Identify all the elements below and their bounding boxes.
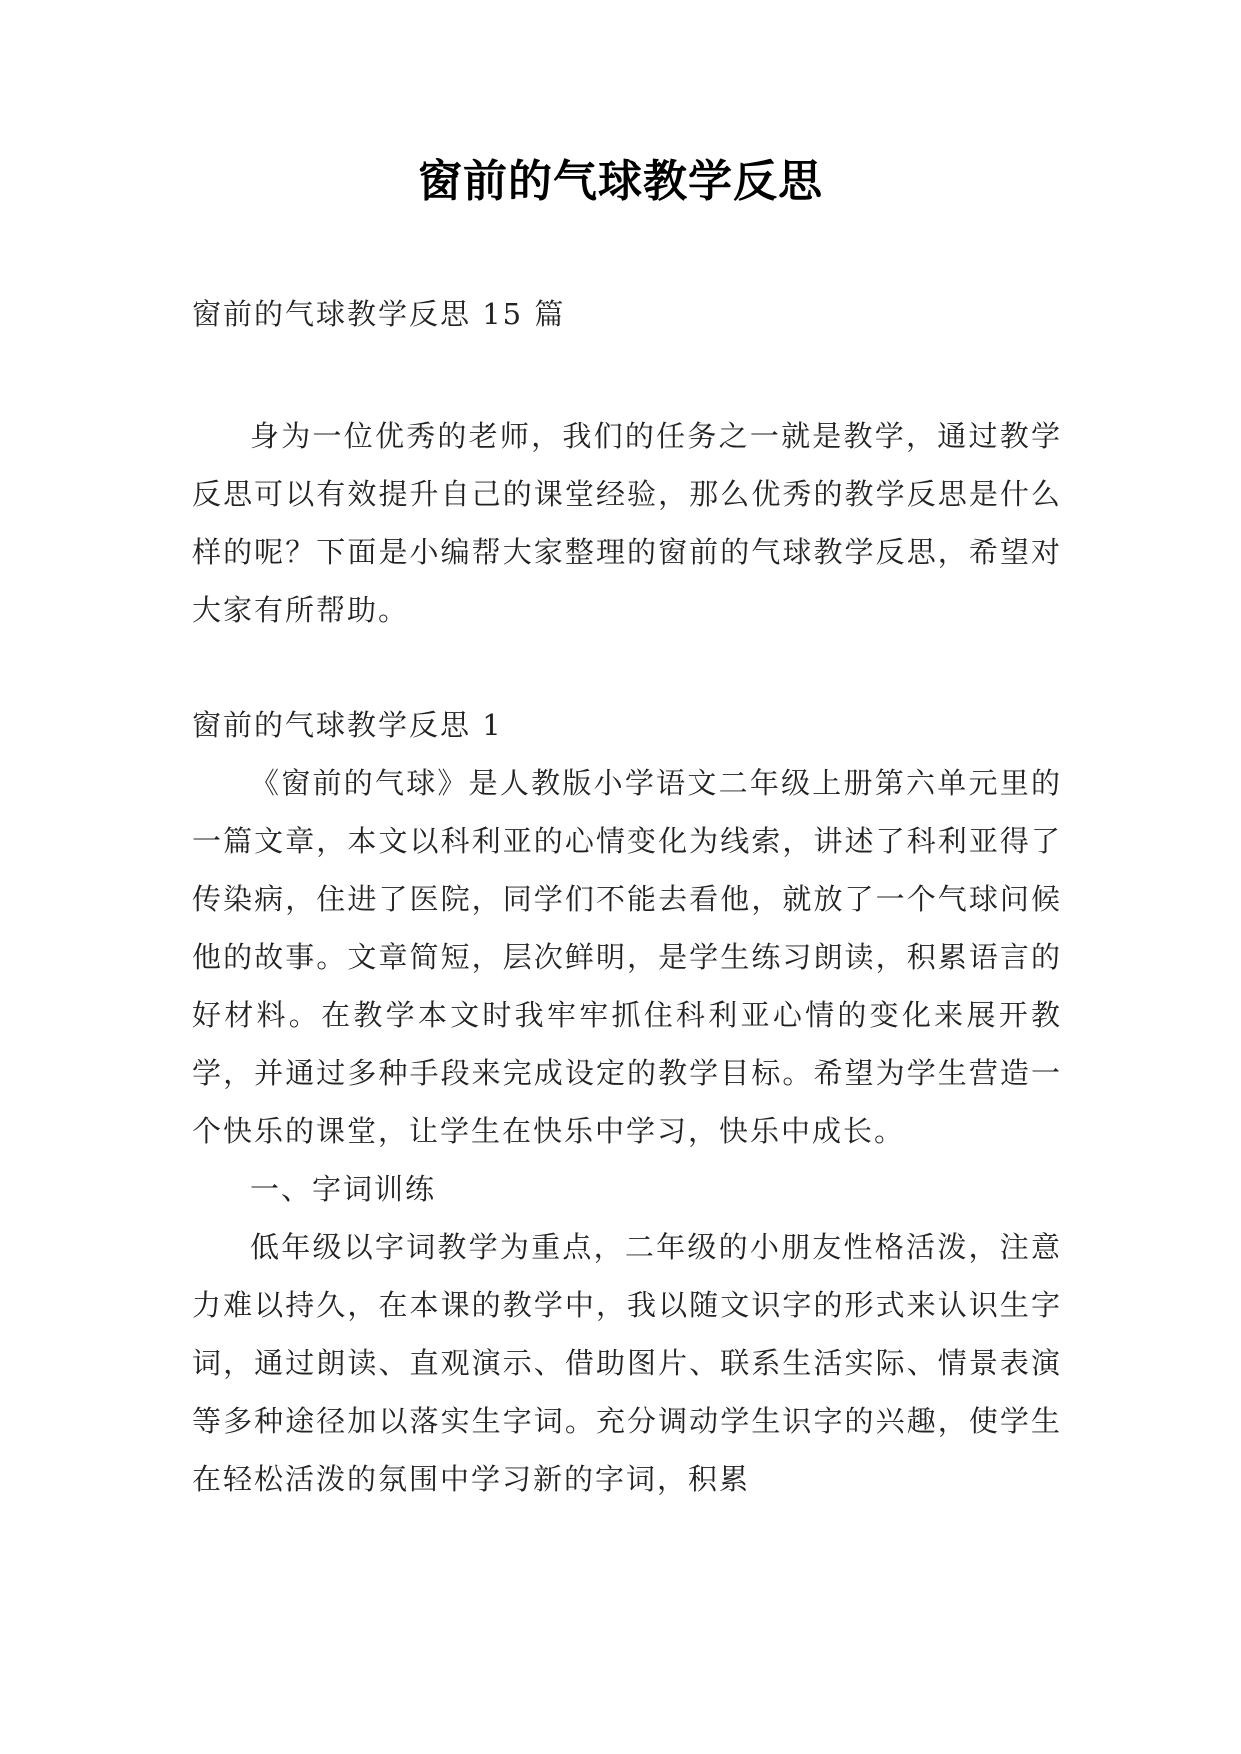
section-content <box>192 754 1062 1508</box>
section-heading: 窗前的气球教学反思 1 <box>192 708 503 742</box>
intro-paragraph: 身为一位优秀的老师，我们的任务之一就是教学，通过教学反思可以有效提升自己的课堂经验，那么优秀的教学反思是什么样的呢？下面是小编帮大家整理的窗前的气球教学反思，希望对大家有所帮助。 <box>192 419 1062 627</box>
section-paragraph-1: 《窗前的气球》是人教版小学语文二年级上册第六单元里的一篇文章，本文以科利亚的心情变化为线索，讲述了科利亚得了传染病，住进了医院，同学们不能去看他，就放了一个气球问候他的故事。文章简短，层次鲜明，是学生练习朗读，积累语言的好材料。在教学本文时我牢牢抓住科利亚心情的变化来展开教学，并通过多种手段来完成设定的教学目标。希望为学生营造一个快乐的课堂，让学生在快乐中学习，快乐中成长。 <box>192 766 1062 1148</box>
document-title: 窗前的气球教学反思 <box>418 156 823 207</box>
section-paragraph-2: 低年级以字词教学为重点，二年级的小朋友性格活泼，注意力难以持久，在本课的教学中，我以随文识字的形式来认识生字词，通过朗读、直观演示、借助图片、联系生活实际、情景表演等多种途径加以落实生字词。充分调动学生识字的兴趣，使学生在轻松活泼的氛围中学习新的字词，积累 <box>192 1230 1062 1496</box>
section-subheading: 一、字词训练 <box>250 1172 437 1206</box>
intro-paragraph-block <box>192 407 1062 639</box>
document-subtitle: 窗前的气球教学反思 15 篇 <box>192 297 566 331</box>
